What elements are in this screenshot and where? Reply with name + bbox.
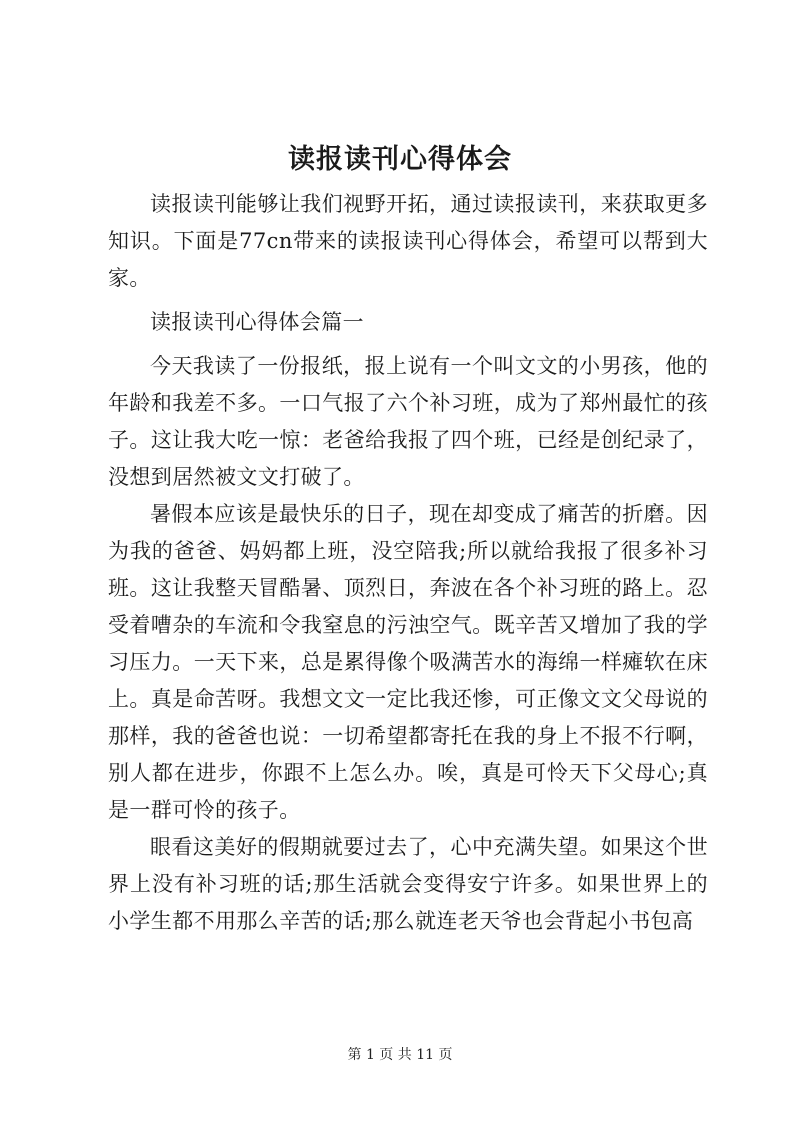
page-footer: 第 1 页 共 11 页 — [347, 1047, 453, 1063]
body-paragraph: 暑假本应该是最快乐的日子，现在却变成了痛苦的折磨。因为我的爸爸、妈妈都上班，没空陪我;所以就给我报了很多补习班。这让我整天冒酷暑、顶烈日，奔波在各个补习班的路上。忍受着嘈杂的车流和令我窒息的污浊空气。既辛苦又增加了我的学习压力。一天下来，总是累得像个吸满苦水的海绵一样瘫软在床上。真是命苦呀。我想文文一定比我还惨，可正像文文父母说的那样，我的爸爸也说：一切希望都寄托在我的身上不报不行啊，别人都在进步，你跟不上怎么办。唉，真是可怜天下父母心;真是一群可怜的孩子。 — [108, 502, 708, 822]
body-paragraph: 今天我读了一份报纸，报上说有一个叫文文的小男孩，他的年龄和我差不多。一口气报了六个补习班，成为了郑州最忙的孩子。这让我大吃一惊：老爸给我报了四个班，已经是创纪录了，没想到居然被文文打破了。 — [108, 354, 708, 489]
document-body — [108, 186, 708, 940]
document-title: 读报读刊心得体会 — [288, 144, 512, 175]
section-heading: 读报读刊心得体会篇一 — [150, 310, 364, 334]
body-paragraph: 眼看这美好的假期就要过去了，心中充满失望。如果这个世界上没有补习班的话;那生活就会变得安宁许多。如果世界上的小学生都不用那么辛苦的话;那么就连老天爷也会背起小书包高 — [108, 835, 708, 933]
intro-paragraph: 读报读刊能够让我们视野开拓，通过读报读刊，来获取更多知识。下面是77cn带来的读报读刊心得体会，希望可以帮到大家。 — [108, 192, 708, 290]
